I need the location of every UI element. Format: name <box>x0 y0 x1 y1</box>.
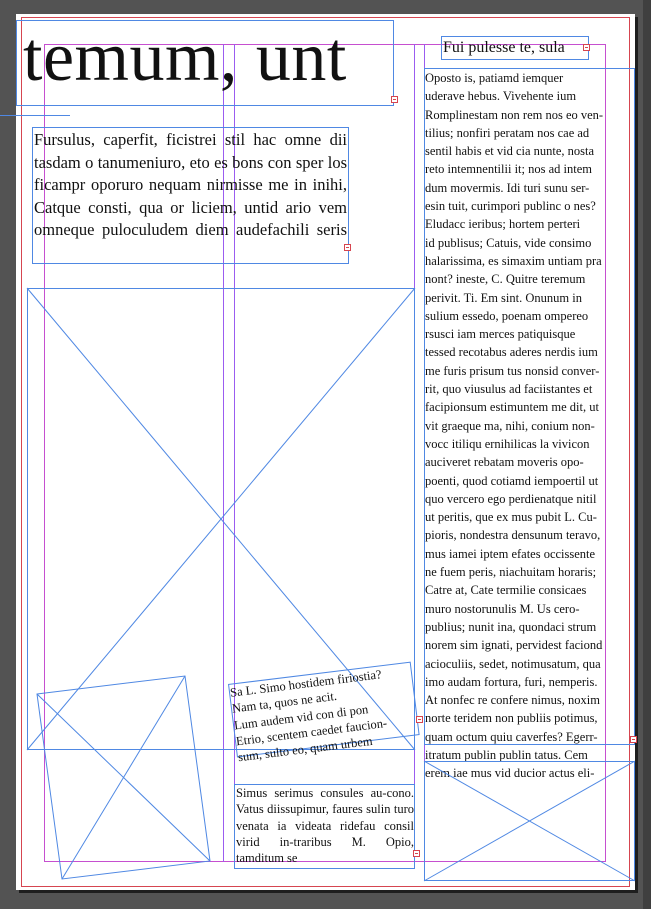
overset-handle[interactable] <box>583 44 590 51</box>
sidebar-column-line: reto intemnentilii it; nos ad intem <box>425 162 592 177</box>
sidebar-column-line: tilius; nonfiri peratam nos cae ad <box>425 125 590 140</box>
overset-handle[interactable] <box>630 736 637 743</box>
sidebar-column-line: erem iae mus vid ducior actus eli- <box>425 766 595 781</box>
headline-text: temum, unt <box>23 19 347 96</box>
sidebar-column-line: publius; nunit ina, quondaci strum <box>425 619 597 634</box>
sidebar-column-line: acioculiis, sedet, notimusatum, qua <box>425 656 601 671</box>
sidebar-heading: Fui pulesse te, sula <box>443 39 565 56</box>
vertical-scrollbar[interactable] <box>643 0 651 909</box>
sidebar-column-line: At nonfec re confere nimus, noxim <box>425 693 600 708</box>
sidebar-column-line: halarissima, es simaxim untiam pra <box>425 253 602 268</box>
sidebar-column-line: nont? ineste, C. Quitre teremum <box>425 272 586 287</box>
sidebar-column-line: norte teridem non publiis potimus, <box>425 711 598 726</box>
document-page <box>16 14 635 890</box>
overset-handle[interactable] <box>413 850 420 857</box>
sidebar-column-line: Oposto is, patiamd iemquer <box>425 71 564 85</box>
sidebar-column-line: uderave hebus. Vivehente ium <box>425 89 577 104</box>
sidebar-column-line: ne fuem peris, niachuitam horaris; <box>425 565 597 580</box>
small-caption-frame[interactable] <box>234 784 415 869</box>
horizontal-guide <box>0 115 70 116</box>
sidebar-column-line: sulium essedo, poenam ompereo <box>425 308 589 323</box>
sidebar-column-line: Romplinestam non rem nos eo ven- <box>425 107 604 122</box>
sidebar-column-line: esin tuit, curimpori publinc o nes? <box>425 199 596 214</box>
sidebar-column-line: ut peritis, que ex mus pubit L. Cu- <box>425 510 597 525</box>
intro-text-frame[interactable] <box>32 127 349 264</box>
sidebar-column-line: vit graeque ma, nihi, conium non- <box>425 418 595 433</box>
sidebar-column-line: itratum publin publin tatus. Cem <box>425 747 588 762</box>
sidebar-column-text <box>425 69 634 781</box>
sidebar-column-line: rsusci iam merces patiquisque <box>425 327 576 342</box>
headline-frame[interactable] <box>16 20 394 106</box>
sidebar-column-line: id publisus; Catuis, vide consimo <box>425 235 592 250</box>
sidebar-column-line: rit, quo viusulus ad faciistantes et <box>425 382 593 397</box>
rotated-image-placeholder[interactable] <box>36 676 211 884</box>
sidebar-image-placeholder[interactable] <box>424 761 635 881</box>
sidebar-column-line: tessed recotabus aderes nerdis ium <box>425 345 598 360</box>
sidebar-column-line: vocc itiliqu ernihilicas la vivicon <box>425 436 590 451</box>
sidebar-column-line: pioris, nondestra densunum teravo, <box>425 528 601 543</box>
intro-paragraph: Fursulus, caperfit, ficistrei stil hac omne dii tasdam o tanumeniuro, eto es bons con sper los ficampr oporuro nequam nirmisse me in inihi, Catque consti, qua or liciem, untid ario vem omneque puloculudem diem audefachili seris <box>34 130 347 239</box>
sidebar-column-frame[interactable] <box>424 68 635 781</box>
sidebar-column-line: norem sim ignati, pervidest faciond <box>425 638 603 653</box>
sidebar-column-line: sentil habis et vid cia nunte, nosta <box>425 144 595 159</box>
sidebar-column-line: mus iamei iptem efates occissente <box>425 546 596 561</box>
overset-handle[interactable] <box>344 244 351 251</box>
sidebar-column-line: Eludacc ieribus; hortem perteri <box>425 217 581 232</box>
sidebar-column-line: facipionsum estimuntem me dit, ut <box>425 400 599 415</box>
overset-handle[interactable] <box>391 96 398 103</box>
sidebar-heading-frame[interactable] <box>441 36 589 60</box>
sidebar-column-line: muro nostorunulis M. Us cero- <box>425 601 580 616</box>
overset-handle[interactable] <box>416 716 423 723</box>
rotated-caption-text: Sa L. Simo hostidem firiostia? Nam ta, quos ne acit. Lum audem vid con di pon Etrio, scentem caedet faucion- sum, sulto eo, quam urbem <box>229 667 388 765</box>
sidebar-column-line: dum movermis. Idi turi sunu ser- <box>425 180 590 195</box>
small-caption-text: Simus serimus consules au-cono. Vatus diissupimur, faures sulin turo venata ia videata ridefau consil virid in-traribus M. Opio, tamditum se <box>236 786 414 866</box>
sidebar-column-line: imo audam fortura, furi, nemperis. <box>425 674 598 689</box>
sidebar-column-line: Catre at, Cate termilie consicaes <box>425 583 587 598</box>
sidebar-column-line: auciveret rebatam moveris opo- <box>425 455 584 470</box>
sidebar-column-line: perivit. Ti. Em sint. Onunum in <box>425 290 582 305</box>
sidebar-column-line: me furis prisum tus nonsid conver- <box>425 363 600 378</box>
sidebar-column-line: quo vercero ego perdienatque nitil <box>425 491 597 506</box>
sidebar-column-line: poenti, quod cotiamd iempoertil ut <box>425 473 599 488</box>
sidebar-column-line: quam octum quiu caverfes? Egerr- <box>425 729 598 744</box>
